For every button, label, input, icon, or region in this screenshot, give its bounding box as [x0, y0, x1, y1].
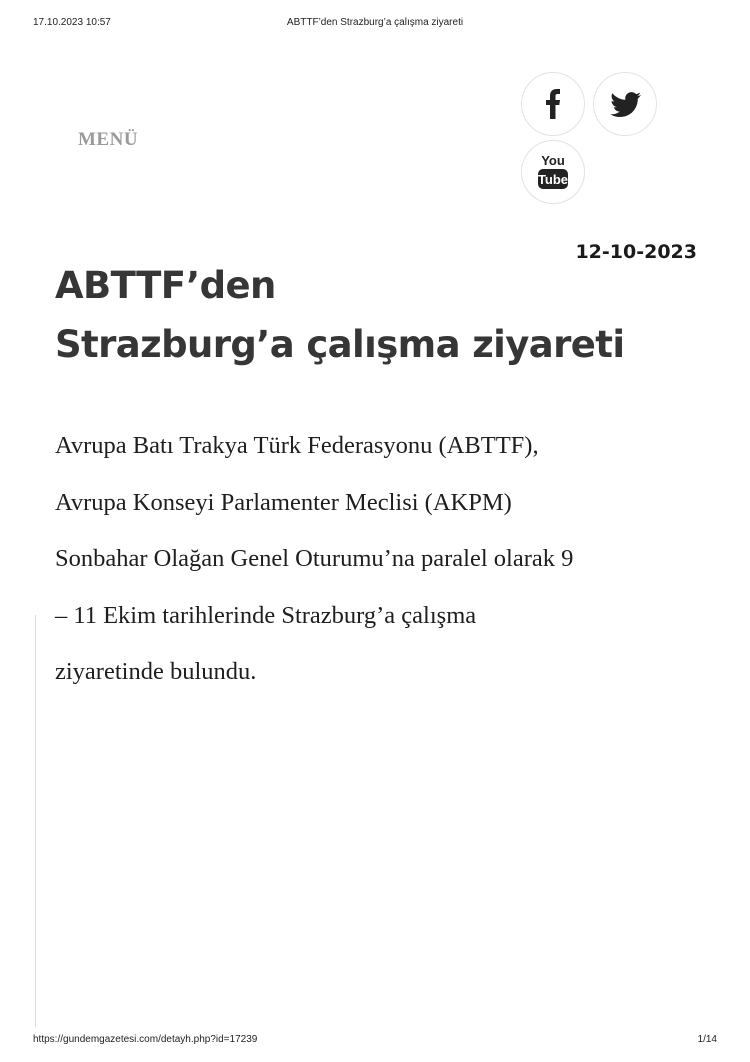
print-header-datetime: 17.10.2023 10:57 — [33, 17, 111, 28]
facebook-icon — [522, 73, 584, 135]
article-title-line: Strazburg’a çalışma ziyareti — [55, 323, 625, 366]
left-divider — [35, 615, 36, 1027]
youtube-text-top: You — [541, 153, 565, 168]
print-footer-page: 1/14 — [697, 1034, 717, 1045]
article-body-line: ziyaretinde bulundu. — [55, 658, 257, 685]
youtube-text-bottom: Tube — [537, 172, 569, 187]
print-header-title: ABTTF’den Strazburg’a çalışma ziyareti — [286, 17, 464, 28]
twitter-icon — [594, 73, 656, 135]
article-body-line: – 11 Ekim tarihlerinde Strazburg’a çalışma — [55, 601, 477, 629]
article-title-line: ABTTF’den — [55, 264, 276, 307]
article-date: 12-10-2023 — [575, 241, 697, 263]
youtube-button[interactable] — [521, 140, 585, 204]
article-title — [55, 256, 715, 374]
twitter-button[interactable] — [593, 72, 657, 136]
article-body-line: Avrupa Konseyi Parlamenter Meclisi (AKPM) — [55, 488, 512, 516]
article-body — [55, 418, 705, 701]
youtube-icon — [522, 141, 584, 203]
article-body-line: Avrupa Batı Trakya Türk Federasyonu (ABTTF), — [55, 432, 539, 459]
print-footer-url: https://gundemgazetesi.com/detayh.php?id=17239 — [33, 1034, 258, 1045]
article-body-line: Sonbahar Olağan Genel Oturumu’na paralel olarak 9 — [55, 545, 574, 572]
facebook-button[interactable] — [521, 72, 585, 136]
menu-link[interactable]: MENÜ — [78, 129, 139, 150]
